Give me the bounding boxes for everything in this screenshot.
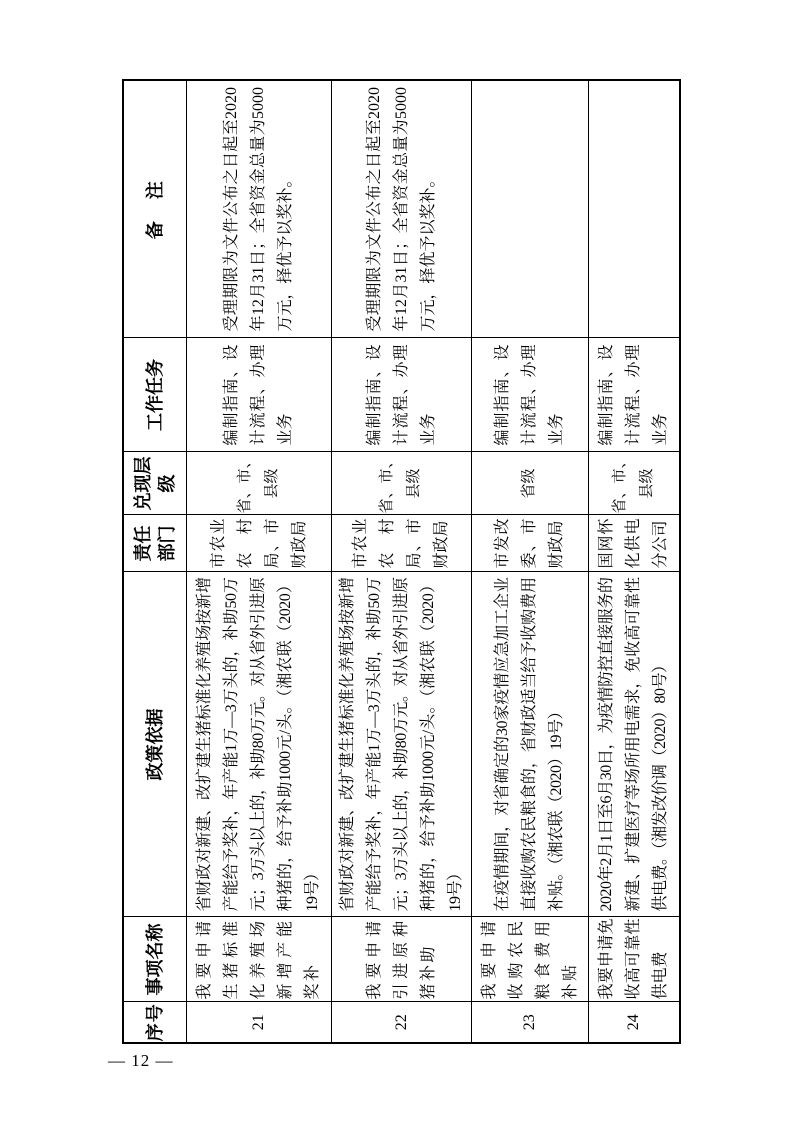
policy-items-table [122, 79, 681, 1044]
table-header-row [123, 80, 186, 1043]
cell-serial-24: 24 [588, 1002, 680, 1043]
cell-remarks-22: 受理期限为文件公布之日起至2020年12月31日；全省资金总量为5000万元，择优予以奖补。 [331, 80, 471, 338]
table-row-23 [471, 80, 588, 1043]
col-header-responsible-dept: 责任部门 [123, 515, 186, 572]
col-header-remarks: 备 注 [123, 80, 186, 338]
cell-responsible-dept-23: 市发改委、市财政局 [471, 515, 588, 572]
cell-work-tasks-23: 编制指南、设计流程、办理业务 [471, 338, 588, 452]
col-header-fulfillment-level: 兑现层级 [123, 452, 186, 515]
table-row-21 [186, 80, 331, 1043]
cell-fulfillment-level-21: 省、市、县级 [186, 452, 331, 515]
cell-work-tasks-21: 编制指南、设计流程、办理业务 [186, 338, 331, 452]
cell-remarks-21: 受理期限为文件公布之日起至2020年12月31日；全省资金总量为5000万元，择优予以奖补。 [186, 80, 331, 338]
cell-policy-basis-24: 2020年2月1日至6月30日，为疫情防控直接服务的新建、扩建医疗等场所用电需求，免收高可靠性供电费。（湘发改价调（2020）80号） [588, 572, 680, 917]
cell-item-name-23: 我要申请收购农民粮食费用补贴 [471, 917, 588, 1002]
cell-policy-basis-23: 在疫情期间，对省确定的30家疫情应急加工企业直接收购农民粮食的，省财政适当给予收购费用补贴。（湘农联（2020）19号） [471, 572, 588, 917]
cell-item-name-21: 我要申请生猪标准化养殖场新增产能奖补 [186, 917, 331, 1002]
cell-work-tasks-24: 编制指南、设计流程、办理业务 [588, 338, 680, 452]
col-header-work-tasks: 工作任务 [123, 338, 186, 452]
col-header-serial: 序号 [123, 1002, 186, 1043]
cell-policy-basis-21: 省财政对新建、改扩建生猪标准化养殖场按新增产能给予奖补，年产能1万—3万头的，补助50万元；3万头以上的，补助80万元。对从省外引进原种猪的，给予补助1000元/头。（湘农联（2020）19号） [186, 572, 331, 917]
cell-remarks-24 [588, 80, 680, 338]
cell-item-name-24: 我要申请免收高可靠性供电费 [588, 917, 680, 1002]
table-row-22 [331, 80, 471, 1043]
cell-serial-23: 23 [471, 1002, 588, 1043]
cell-responsible-dept-24: 国网怀化供电分公司 [588, 515, 680, 572]
landscape-rotation-layer [122, 81, 677, 1044]
table-row-24 [588, 80, 680, 1043]
col-header-item-name: 事项名称 [123, 917, 186, 1002]
cell-fulfillment-level-24: 省、市、县级 [588, 452, 680, 515]
rotated-table-container [122, 81, 677, 1044]
cell-serial-22: 22 [331, 1002, 471, 1043]
cell-responsible-dept-21: 市农业农村局、市财政局 [186, 515, 331, 572]
cell-remarks-23 [471, 80, 588, 338]
page-number: — 12 — [108, 1051, 174, 1070]
cell-fulfillment-level-23: 省级 [471, 452, 588, 515]
cell-work-tasks-22: 编制指南、设计流程、办理业务 [331, 338, 471, 452]
cell-fulfillment-level-22: 省、市、县级 [331, 452, 471, 515]
cell-serial-21: 21 [186, 1002, 331, 1043]
cell-item-name-22: 我要申请引进原种猪补助 [331, 917, 471, 1002]
cell-policy-basis-22: 省财政对新建、改扩建生猪标准化养殖场按新增产能给予奖补，年产能1万—3万头的，补助50万元；3万头以上的，补助80万元。对从省外引进原种猪的，给予补助1000元/头。（湘农联（2020）19号） [331, 572, 471, 917]
col-header-policy-basis: 政策依据 [123, 572, 186, 917]
cell-responsible-dept-22: 市农业农村局、市财政局 [331, 515, 471, 572]
